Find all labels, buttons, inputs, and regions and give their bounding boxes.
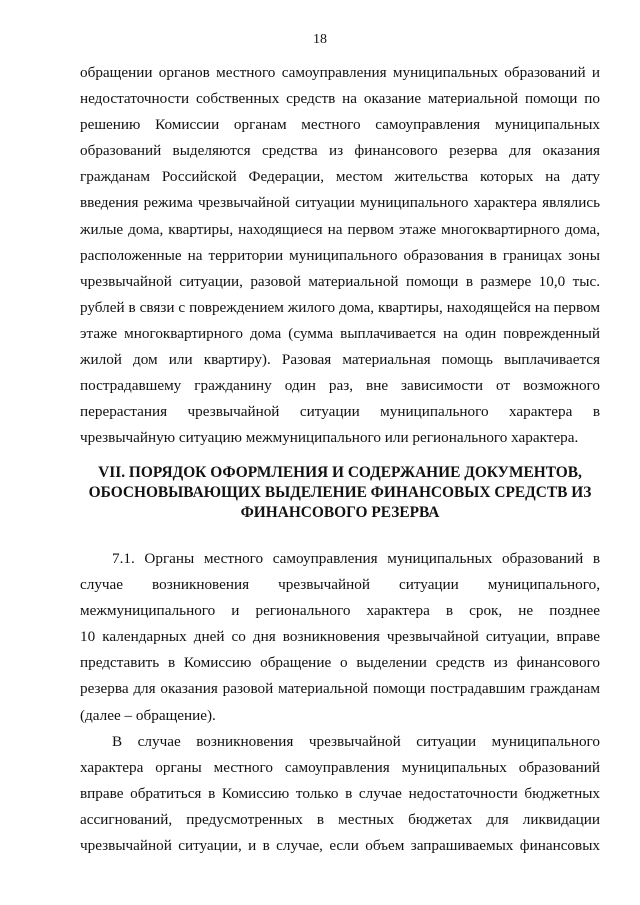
paragraph-line: жилой дом или квартиру). Разовая материальная помощь выплачивается bbox=[80, 351, 600, 369]
paragraph-line: пострадавшему гражданину один раз, вне зависимости от возможного bbox=[80, 377, 600, 395]
paragraph-line: решению Комиссии органам местного самоуправления муниципальных bbox=[80, 116, 600, 134]
heading-line: VII. ПОРЯДОК ОФОРМЛЕНИЯ И СОДЕРЖАНИЕ ДОКУМЕНТОВ, bbox=[98, 464, 582, 481]
paragraph-line: чрезвычайной ситуации, и в случае, если объем запрашиваемых финансовых bbox=[80, 837, 600, 855]
paragraph-line: В случае возникновения чрезвычайной ситуации муниципального bbox=[112, 733, 600, 750]
paragraph-line: (далее – обращение). bbox=[80, 706, 216, 724]
paragraph-line: 10 календарных дней со дня возникновения чрезвычайной ситуации, вправе bbox=[80, 628, 600, 646]
paragraph-line: межмуниципального и регионального характера в срок, не позднее bbox=[80, 602, 600, 620]
paragraph-line: перерастания чрезвычайной ситуации муниципального характера в bbox=[80, 403, 600, 421]
paragraph-line: чрезвычайную ситуацию межмуниципального или регионального характера. bbox=[80, 429, 579, 447]
section-heading bbox=[80, 463, 600, 523]
paragraph-line: представить в Комиссию обращение о выделении средств из финансового bbox=[80, 654, 600, 672]
paragraph-line: этаже многоквартирного дома (сумма выплачивается на один поврежденный bbox=[80, 324, 600, 342]
paragraph-line: рублей в связи с повреждением жилого дома, квартиры, находящейся на первом bbox=[80, 298, 600, 316]
paragraph-line: гражданам Российской Федерации, местом жительства которых на дату bbox=[80, 168, 600, 186]
paragraph-line: резерва для оказания разовой материальной помощи пострадавшим гражданам bbox=[80, 680, 600, 698]
paragraph-continued bbox=[80, 60, 600, 451]
heading-line: ОБОСНОВЫВАЮЩИХ ВЫДЕЛЕНИЕ ФИНАНСОВЫХ СРЕДСТВ ИЗ bbox=[88, 484, 592, 501]
paragraph-line: расположенные на территории муниципального образования в границах зоны bbox=[80, 246, 600, 264]
paragraph-line: недостаточности собственных средств на оказание материальной помощи по bbox=[80, 90, 600, 108]
paragraph-line: образований выделяются средства из финансового резерва для оказания bbox=[80, 142, 600, 160]
heading-line: ФИНАНСОВОГО РЕЗЕРВА bbox=[240, 504, 440, 521]
paragraph-line: чрезвычайной ситуации, разовой материальной помощи в размере 10,0 тыс. bbox=[80, 272, 600, 290]
paragraph-line: обращении органов местного самоуправления муниципальных образований и bbox=[80, 64, 600, 81]
paragraph-line: жилые дома, квартиры, находящиеся на первом этаже многоквартирного дома, bbox=[80, 220, 600, 238]
paragraph-7-1 bbox=[80, 546, 600, 729]
paragraph-line: введения режима чрезвычайной ситуации муниципального характера являлись bbox=[80, 194, 600, 212]
page-number: 18 bbox=[313, 32, 327, 47]
paragraph-line: вправе обратиться в Комиссию только в случае недостаточности бюджетных bbox=[80, 785, 600, 803]
paragraph-line: 7.1. Органы местного самоуправления муниципальных образований в bbox=[112, 550, 600, 567]
paragraph-line: случае возникновения чрезвычайной ситуации муниципального, bbox=[80, 576, 600, 594]
paragraph-next bbox=[80, 729, 600, 859]
paragraph-line: ассигнований, предусмотренных в местных бюджетах для ликвидации bbox=[80, 811, 600, 829]
paragraph-line: характера органы местного самоуправления муниципальных образований bbox=[80, 759, 600, 777]
